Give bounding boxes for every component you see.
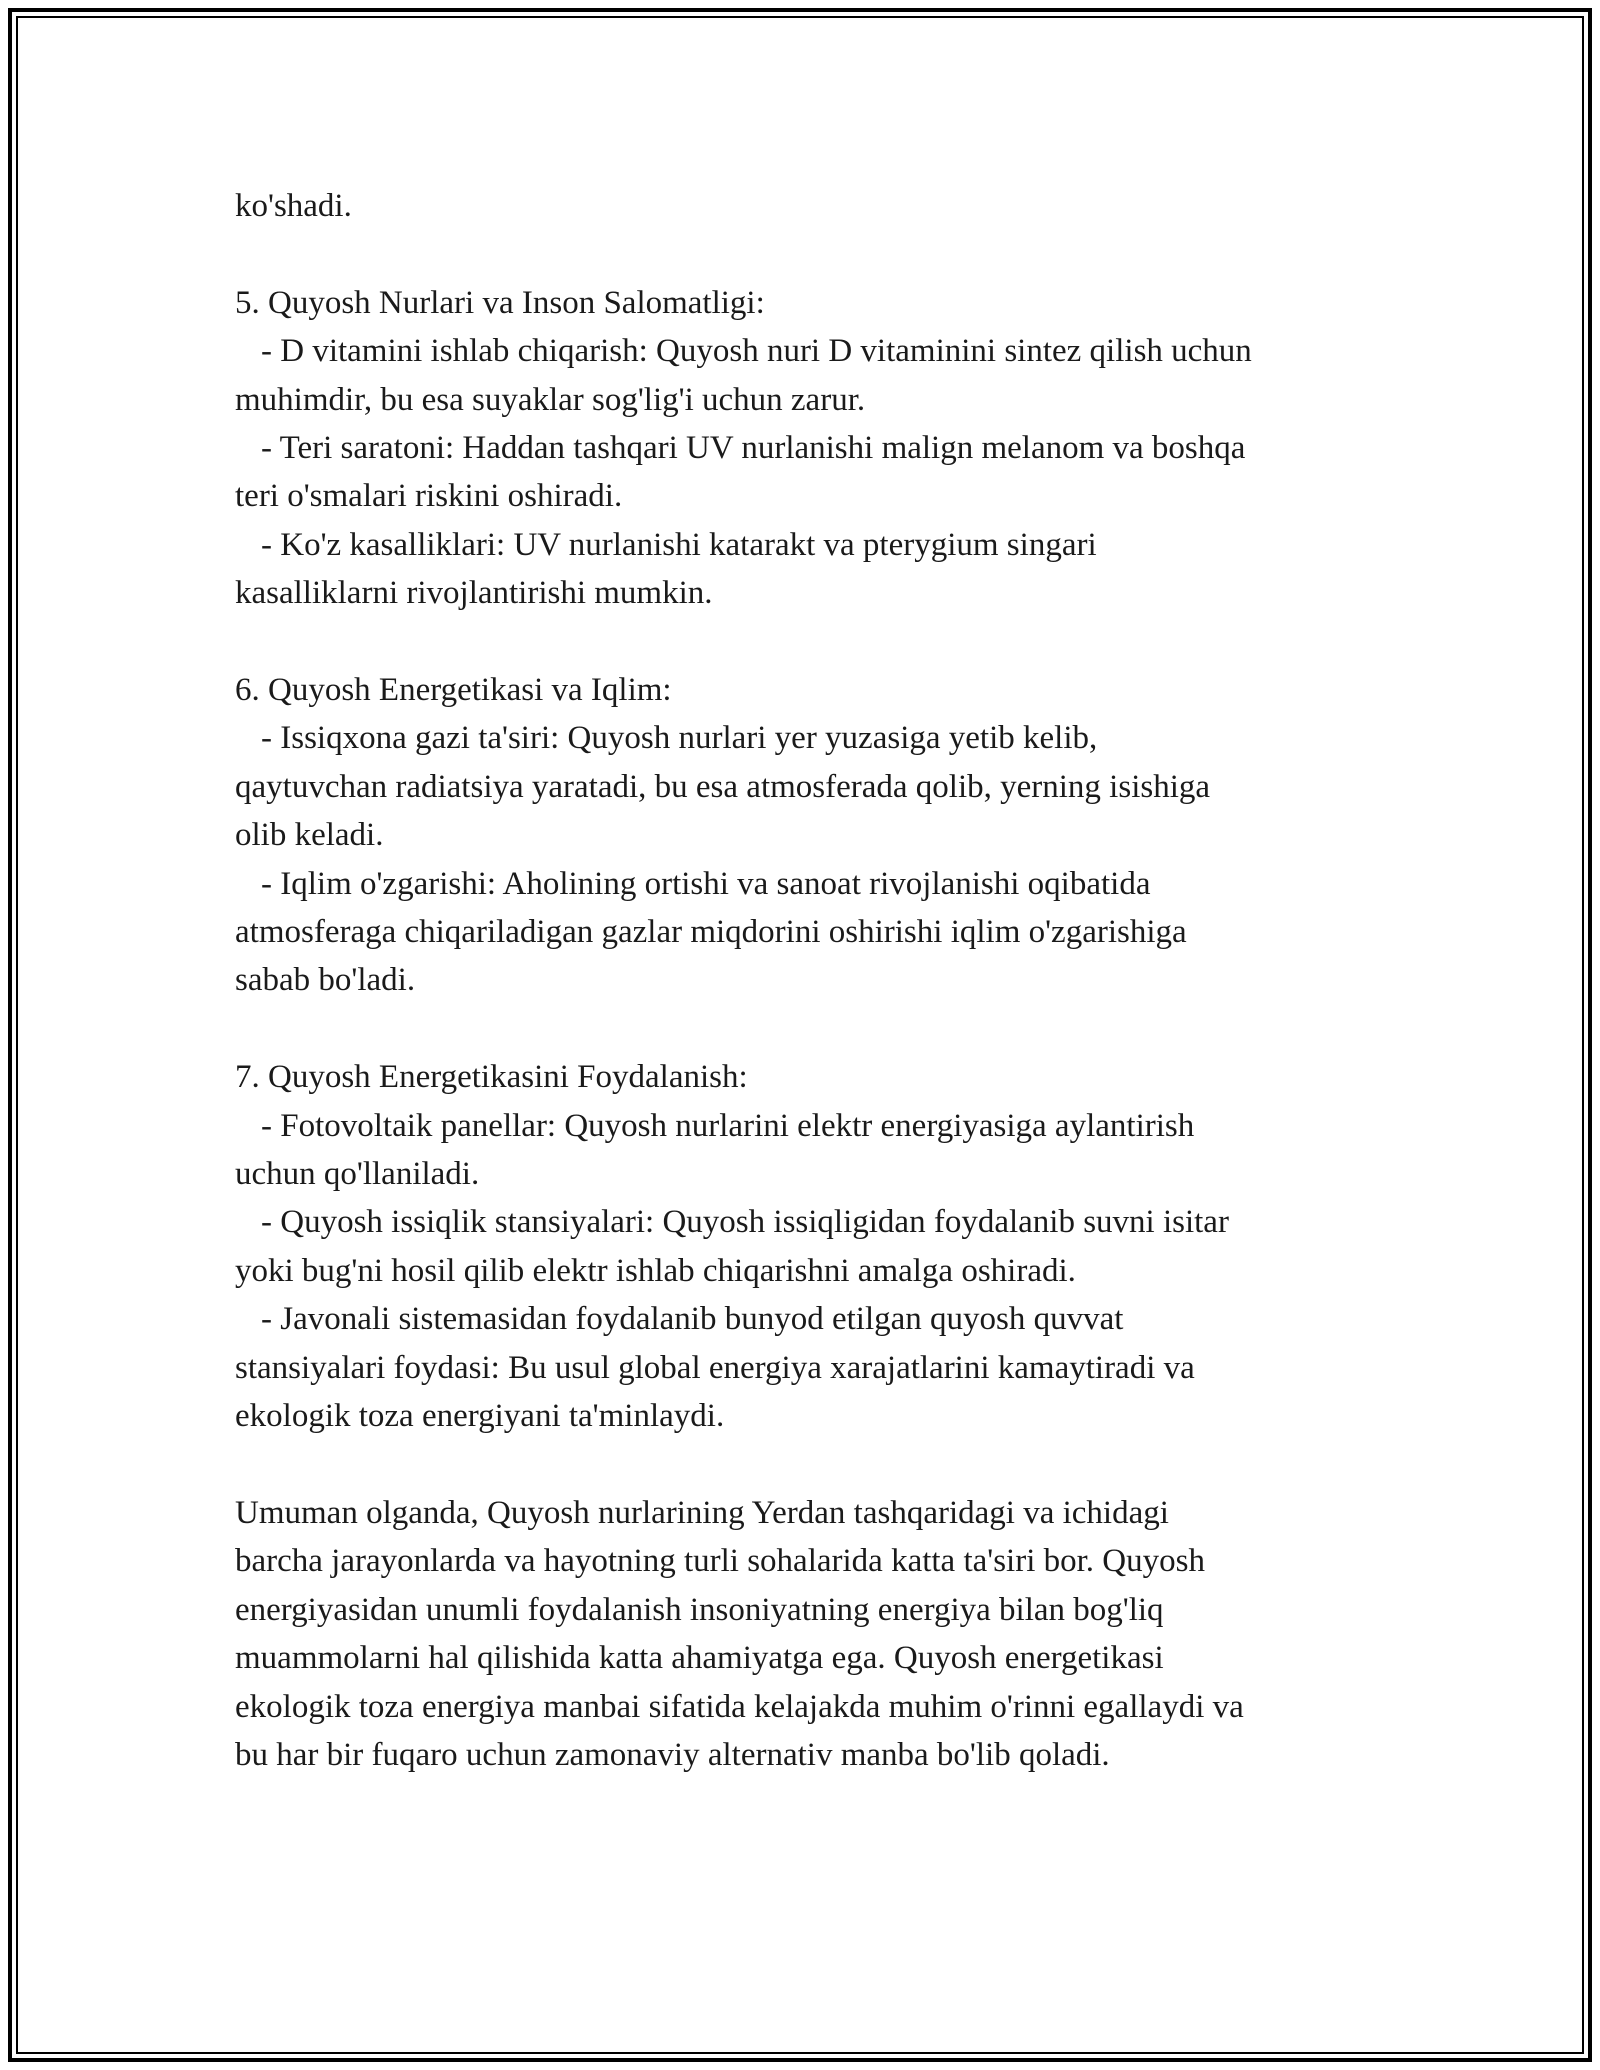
intro-fragment: ko'shadi. [235, 188, 352, 224]
section-heading: 6. Quyosh Energetikasi va Iqlim: [235, 672, 672, 709]
paragraph-line: barcha jarayonlarda va hayotning turli sohalarida katta ta'siri bor. Quyosh [235, 1543, 1205, 1580]
list-item-line: muhimdir, bu esa suyaklar sog'lig'i uchun zarur. [235, 381, 866, 418]
list-item [235, 1102, 1385, 1199]
list-item-line: - Quyosh issiqlik stansiyalari: Quyosh issiqligidan foydalanib suvni isitar [261, 1204, 1229, 1241]
paragraph-line: bu har bir fuqaro uchun zamonaviy alternativ manba bo'lib qoladi. [235, 1736, 1110, 1773]
list-item-line: yoki bug'ni hosil qilib elektr ishlab chiqarishni amalga oshiradi. [235, 1252, 1076, 1289]
list-item [235, 521, 1385, 618]
paragraph-line: energiyasidan unumli foydalanish insoniyatning energiya bilan bog'liq [235, 1591, 1164, 1628]
paragraph-gap [235, 230, 1385, 278]
list-item-line: sabab bo'ladi. [235, 962, 416, 999]
list-item-line: ekologik toza energiyani ta'minlaydi. [235, 1398, 725, 1435]
list-item-line: stansiyalari foydasi: Bu usul global energiya xarajatlarini kamaytiradi va [235, 1349, 1195, 1386]
list-item-line: - Javonali sistemasidan foydalanib bunyod etilgan quyosh quvvat [261, 1301, 1124, 1338]
list-item-line: teri o'smalari riskini oshiradi. [235, 478, 623, 515]
section-5 [235, 279, 1385, 618]
conclusion-paragraph [235, 1489, 1385, 1779]
section-heading: 7. Quyosh Energetikasini Foydalanish: [235, 1059, 748, 1096]
paragraph-gap [235, 1441, 1385, 1489]
paragraph-line: Umuman olganda, Quyosh nurlarining Yerdan tashqaridagi va ichidagi [235, 1494, 1169, 1531]
list-item [235, 424, 1385, 521]
paragraph-gap [235, 1005, 1385, 1053]
list-item [235, 327, 1385, 424]
section-7 [235, 1053, 1385, 1440]
section-6 [235, 666, 1385, 1005]
list-item-line: qaytuvchan radiatsiya yaratadi, bu esa atmosferada qolib, yerning isishiga [235, 768, 1211, 805]
paragraph-line: ekologik toza energiya manbai sifatida kelajakda muhim o'rinni egallaydi va [235, 1688, 1244, 1725]
list-item-line: - D vitamini ishlab chiqarish: Quyosh nuri D vitaminini sintez qilish uchun [261, 333, 1252, 370]
list-item-line: olib keladi. [235, 817, 384, 854]
document-body [235, 182, 1385, 1779]
paragraph-line: muammolarni hal qilishida katta ahamiyatga ega. Quyosh energetikasi [235, 1640, 1164, 1677]
list-item-line: - Ko'z kasalliklari: UV nurlanishi katarakt va pterygium singari [261, 526, 1097, 563]
list-item [235, 1198, 1385, 1295]
list-item [235, 714, 1385, 859]
list-item-line: - Iqlim o'zgarishi: Aholining ortishi va sanoat rivojlanishi oqibatida [261, 865, 1151, 902]
list-item-line: - Fotovoltaik panellar: Quyosh nurlarini elektr energiyasiga aylantirish [261, 1107, 1195, 1144]
list-item-line: - Teri saratoni: Haddan tashqari UV nurlanishi malign melanom va boshqa [261, 430, 1246, 467]
list-item [235, 1295, 1385, 1440]
list-item [235, 860, 1385, 1005]
paragraph-gap [235, 618, 1385, 666]
list-item-line: atmosferaga chiqariladigan gazlar miqdorini oshirishi iqlim o'zgarishiga [235, 914, 1187, 951]
section-heading: 5. Quyosh Nurlari va Inson Salomatligi: [235, 284, 765, 321]
list-item-line: - Issiqxona gazi ta'siri: Quyosh nurlari yer yuzasiga yetib kelib, [261, 720, 1098, 757]
list-item-line: kasalliklarni rivojlantirishi mumkin. [235, 575, 713, 612]
list-item-line: uchun qo'llaniladi. [235, 1156, 480, 1193]
